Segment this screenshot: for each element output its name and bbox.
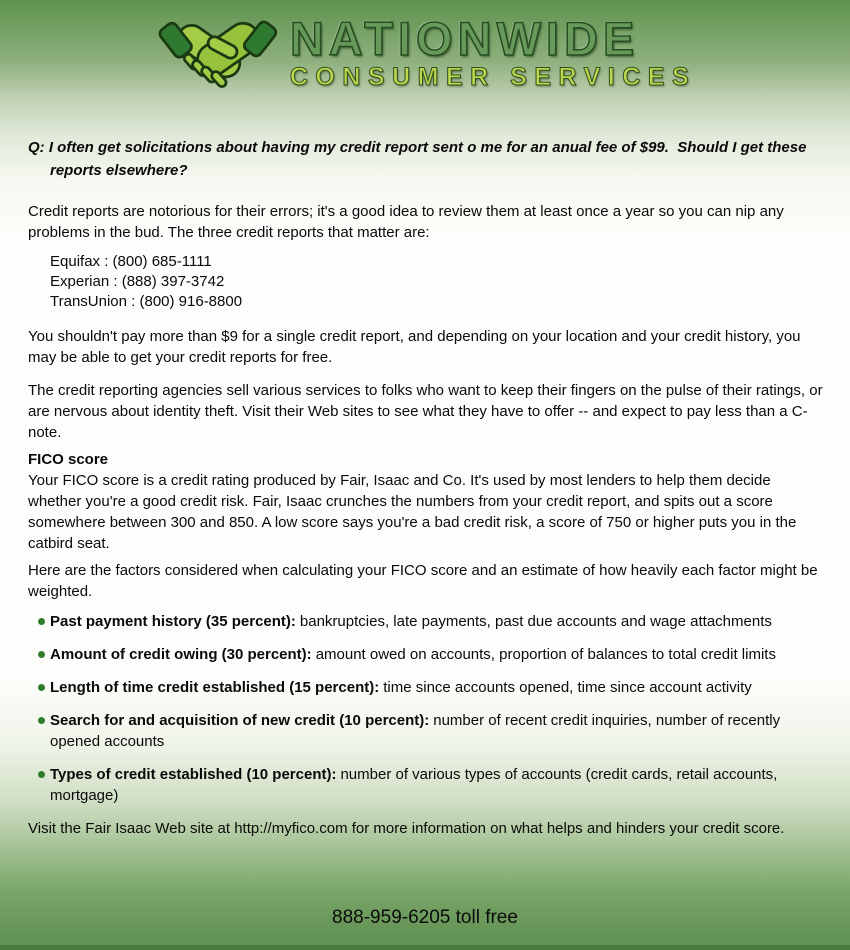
factor-rest: amount owed on accounts, proportion of balances to total credit limits (315, 646, 776, 663)
list-item (28, 677, 826, 698)
bureau-list (28, 252, 826, 312)
factor-rest: time since accounts opened, time since account activity (383, 679, 752, 696)
bullet-icon (38, 684, 45, 691)
logo (154, 10, 282, 94)
paragraph-pay: You shouldn't pay more than $9 for a single credit report, and depending on your location and your credit history, you may be able to get your credit reports for free. (28, 328, 801, 366)
header (0, 0, 850, 100)
fico-paragraph: Your FICO score is a credit rating produced by Fair, Isaac and Co. It's used by most lenders to help them decide whether you're a good credit risk. Fair, Isaac crunches the numbers from your credit report, and spits out a score somewhere between 300 and 850. A low score says you're a bad credit risk, a score of 750 or higher puts you in the catbird seat. (28, 472, 797, 552)
factor-lead: Length of time credit established (15 percent): (50, 679, 380, 696)
bureau-item-experian: Experian : (888) 397-3742 (50, 273, 225, 290)
bullet-icon (38, 651, 45, 658)
question-text: Q: I often get solicitations about having my credit report sent o me for an anual fee of $99. Should I get these reports elsewhere? (28, 139, 811, 179)
list-item (28, 644, 826, 665)
bullet-icon (38, 771, 45, 778)
factors-intro: Here are the factors considered when calculating your FICO score and an estimate of how heavily each factor might be weighted. (28, 562, 818, 600)
factor-rest: number of recent credit inquiries, number of recently opened accounts (50, 712, 781, 750)
bullet-icon (38, 618, 45, 625)
footer-phone: 888-959-6205 toll free (332, 907, 518, 928)
factor-rest: bankruptcies, late payments, past due accounts and wage attachments (299, 613, 772, 630)
factor-lead: Past payment history (35 percent): (50, 613, 296, 630)
brand-tagline: CONSUMER SERVICES (289, 62, 697, 91)
factors-list (28, 611, 826, 806)
handshake-icon (154, 10, 282, 94)
bullet-icon (38, 717, 45, 724)
factor-lead: Search for and acquisition of new credit (10 percent): (50, 712, 430, 729)
brand-name: NATIONWIDE (289, 11, 640, 65)
list-item (28, 611, 826, 632)
list-item (28, 764, 826, 806)
factor-lead: Types of credit established (10 percent): (50, 766, 337, 783)
paragraph-visit: Visit the Fair Isaac Web site at http://myfico.com for more information on what helps and hinders your credit score. (28, 820, 785, 837)
list-item (28, 710, 826, 752)
content (0, 136, 850, 839)
factor-rest: number of various types of accounts (credit cards, retail accounts, mortgage) (50, 766, 778, 804)
bureau-item-transunion: TransUnion : (800) 916-8800 (50, 293, 243, 310)
brand-block (289, 11, 697, 91)
factor-lead: Amount of credit owing (30 percent): (50, 646, 312, 663)
fico-heading: FICO score (28, 451, 109, 468)
paragraph-agencies: The credit reporting agencies sell various services to folks who want to keep their fingers on the pulse of their ratings, or are nervous about identity theft. Visit their Web sites to see what they have to offer -- and expect to pay less than a C-note. (28, 382, 823, 441)
paragraph-intro: Credit reports are notorious for their errors; it's a good idea to review them at least once a year so you can nip any problems in the bud. The three credit reports that matter are: (28, 203, 784, 241)
bureau-item-equifax: Equifax : (800) 685-1111 (50, 253, 212, 270)
